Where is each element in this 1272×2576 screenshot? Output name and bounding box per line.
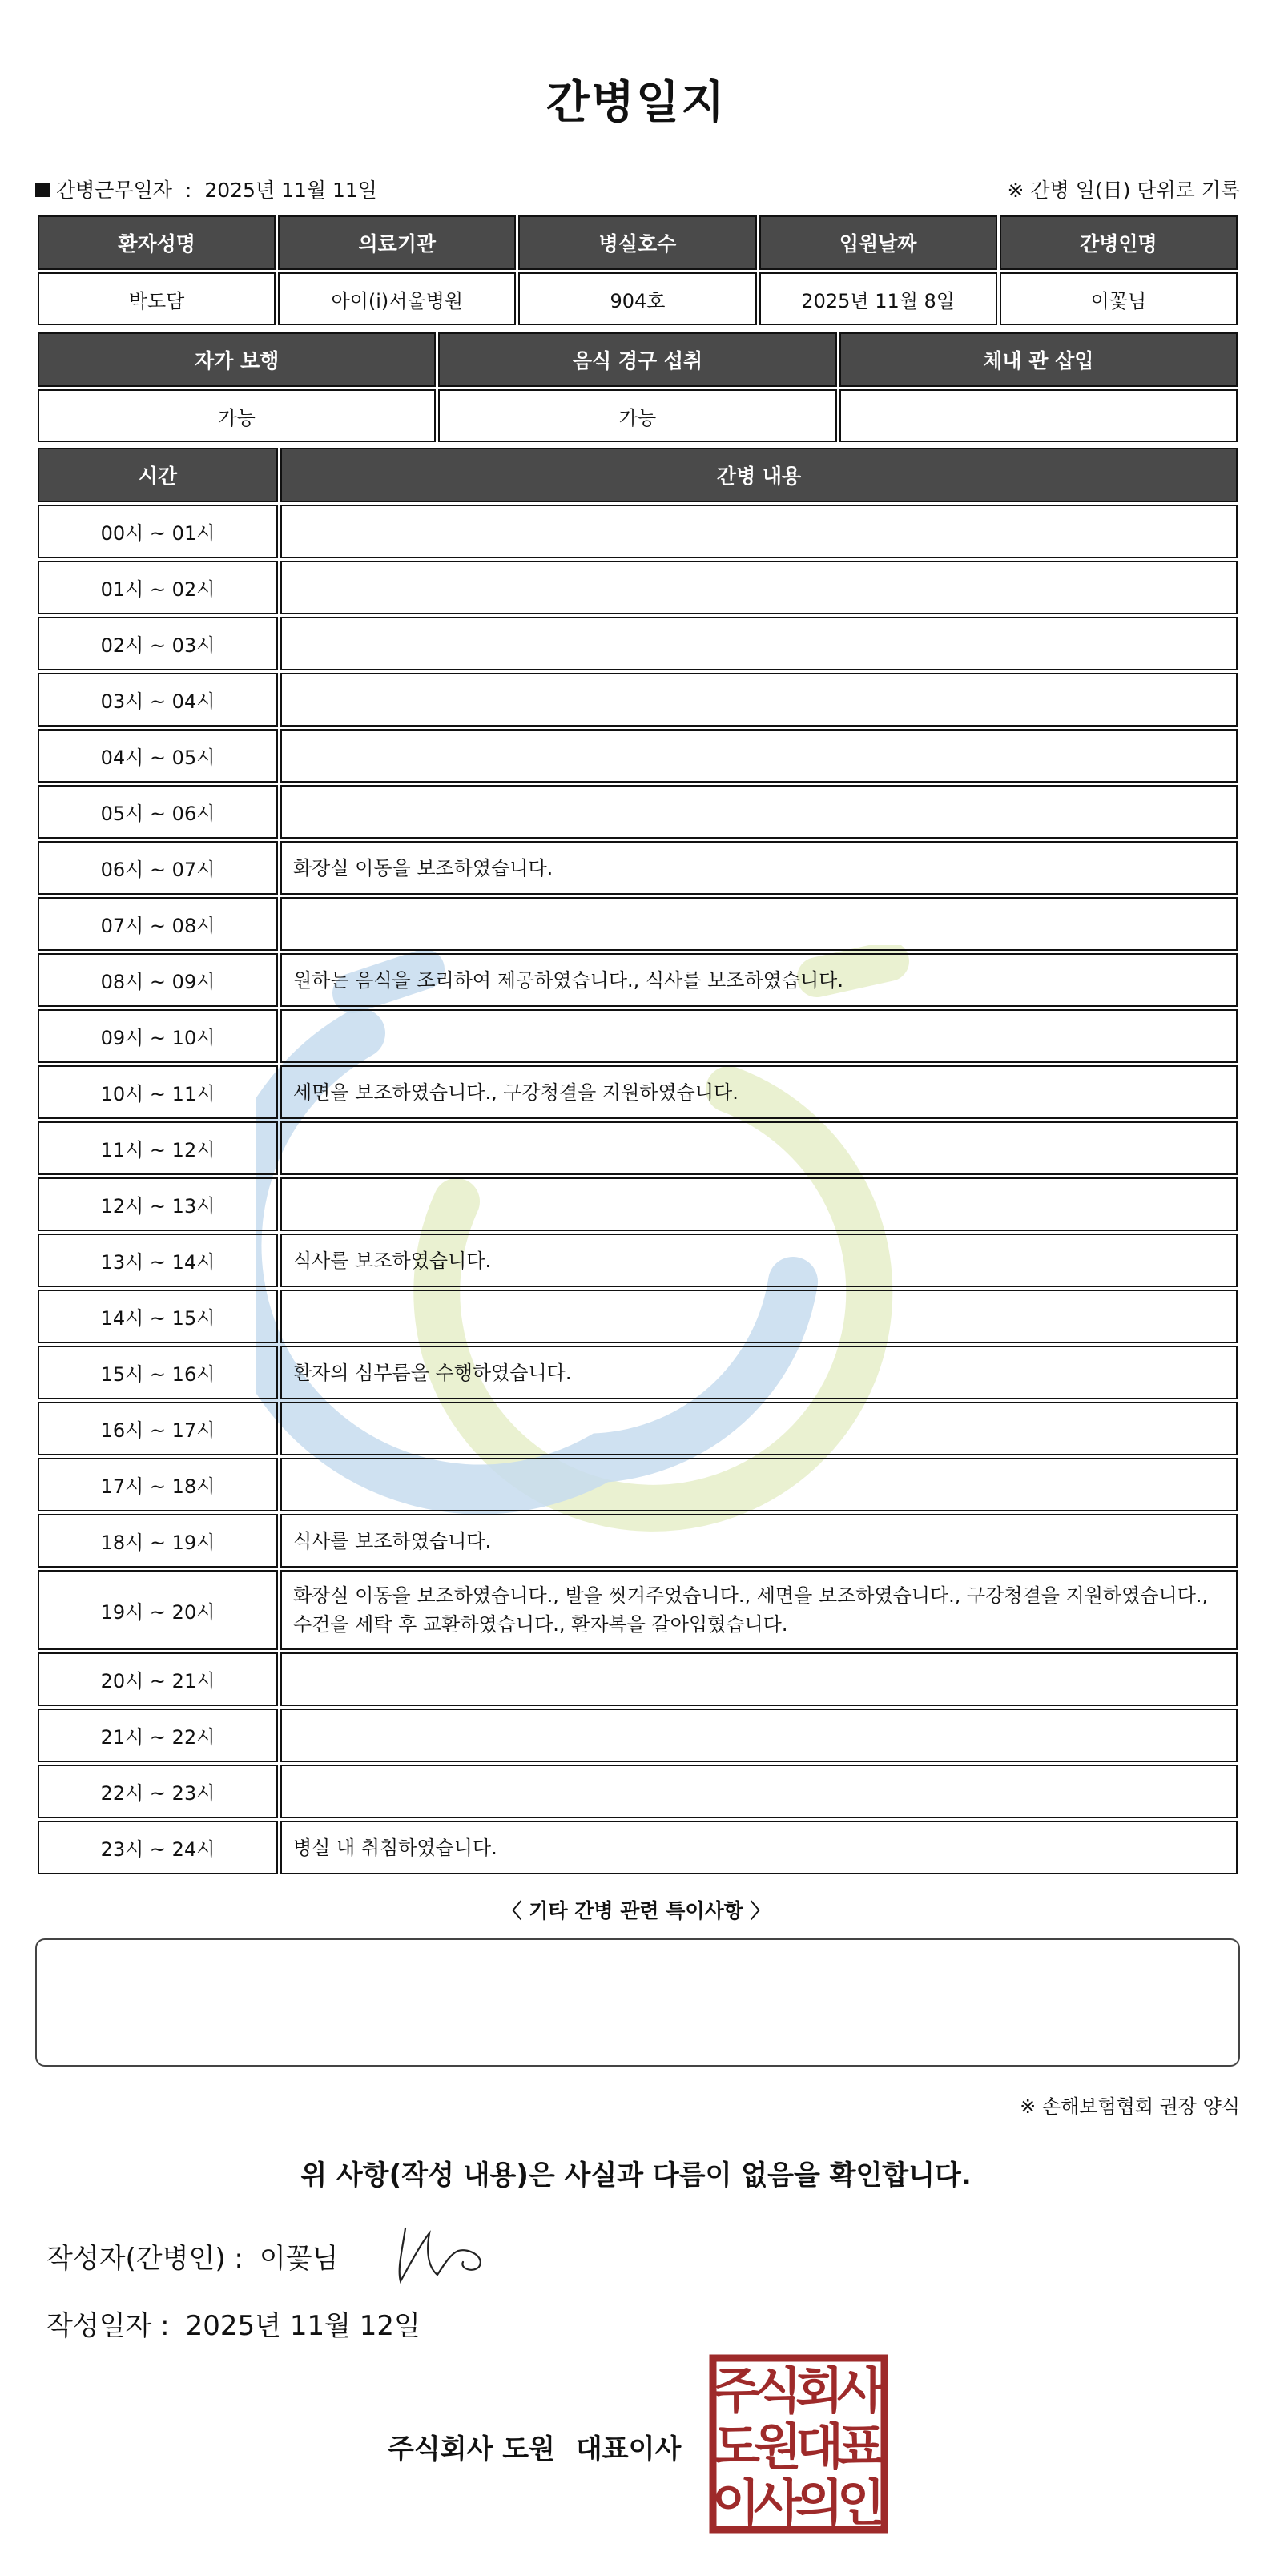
work-date-row [35, 175, 1240, 207]
writer-label: 작성자(간병인) : [46, 2243, 244, 2275]
written-date-line [46, 2304, 421, 2343]
care-log-row [38, 1402, 1238, 1455]
patient-info-header-row [38, 215, 1238, 270]
care-log-time: 15시 ~ 16시 [38, 1346, 278, 1399]
form-note: ※ 손해보험협회 권장 양식 [1020, 2095, 1240, 2118]
seal-character: 인 [837, 2473, 885, 2532]
care-log-content: 병실 내 취침하였습니다. [280, 1821, 1238, 1874]
care-log-content [280, 1765, 1238, 1818]
care-log-table [35, 445, 1240, 1877]
writer-name: 이꽃님 [259, 2243, 339, 2275]
care-log-time: 09시 ~ 10시 [38, 1009, 278, 1063]
header-tube-insertion: 체내 관 삽입 [839, 332, 1238, 387]
header-oral-intake: 음식 경구 섭취 [438, 332, 836, 387]
seal-character: 주 [712, 2361, 760, 2420]
care-log-row [38, 1177, 1238, 1231]
care-log-time: 18시 ~ 19시 [38, 1514, 278, 1568]
seal-character: 사 [754, 2473, 802, 2532]
handwritten-signature [391, 2219, 495, 2291]
care-log-content [280, 1121, 1238, 1175]
care-log-time: 19시 ~ 20시 [38, 1570, 278, 1650]
written-date-value: 2025년 11월 12일 [185, 2310, 421, 2342]
care-log-content [280, 1709, 1238, 1762]
care-log-time: 03시 ~ 04시 [38, 673, 278, 727]
room-number: 904호 [518, 272, 756, 325]
care-log-time: 01시 ~ 02시 [38, 561, 278, 614]
care-log-content: 화장실 이동을 보조하였습니다. [280, 841, 1238, 895]
care-log-content [280, 785, 1238, 839]
care-log-time: 07시 ~ 08시 [38, 897, 278, 951]
care-log-time: 08시 ~ 09시 [38, 953, 278, 1007]
caregiver-name: 이꽃님 [1000, 272, 1238, 325]
oral-intake: 가능 [438, 389, 836, 442]
care-log-content [280, 505, 1238, 558]
seal-character: 원 [754, 2417, 802, 2476]
patient-info-value-row [38, 272, 1238, 325]
care-log-row [38, 505, 1238, 558]
header-self-walking: 자가 보행 [38, 332, 436, 387]
care-log-row [38, 953, 1238, 1007]
care-log-content [280, 729, 1238, 783]
care-log-content [280, 561, 1238, 614]
self-walking: 가능 [38, 389, 436, 442]
care-log-row [38, 841, 1238, 895]
care-log-content: 식사를 보조하였습니다. [280, 1234, 1238, 1287]
care-log-time: 20시 ~ 21시 [38, 1652, 278, 1706]
care-log-row [38, 1514, 1238, 1568]
work-date-value: 2025년 11월 11일 [204, 179, 377, 202]
header-admission-date: 입원날짜 [759, 215, 997, 270]
header-room-number: 병실호수 [518, 215, 756, 270]
care-log-row [38, 1709, 1238, 1762]
header-patient-name: 환자성명 [38, 215, 276, 270]
care-log-time: 21시 ~ 22시 [38, 1709, 278, 1762]
special-notes-box [35, 1938, 1240, 2067]
care-log-content: 세면을 보조하였습니다., 구강청결을 지원하였습니다. [280, 1065, 1238, 1119]
care-log-row [38, 1065, 1238, 1119]
care-log-content [280, 1177, 1238, 1231]
document-title: 간병일지 [545, 77, 727, 129]
patient-name: 박도담 [38, 272, 276, 325]
care-log-row [38, 729, 1238, 783]
care-log-row [38, 1234, 1238, 1287]
care-log-time: 10시 ~ 11시 [38, 1065, 278, 1119]
care-log-row [38, 673, 1238, 727]
care-log-time: 02시 ~ 03시 [38, 617, 278, 670]
care-log-time: 06시 ~ 07시 [38, 841, 278, 895]
care-log-content [280, 1290, 1238, 1343]
hospital: 아이(i)서울병원 [278, 272, 516, 325]
care-log-header-row [38, 448, 1238, 502]
care-log-content [280, 1009, 1238, 1063]
header-hospital: 의료기관 [278, 215, 516, 270]
seal-character: 대 [795, 2417, 843, 2476]
care-log-content [280, 1652, 1238, 1706]
patient-status-header-row [38, 332, 1238, 387]
square-bullet-icon [35, 183, 50, 197]
care-log-row [38, 1652, 1238, 1706]
care-log-time: 00시 ~ 01시 [38, 505, 278, 558]
care-log-row [38, 1570, 1238, 1650]
header-caregiver-name: 간병인명 [1000, 215, 1238, 270]
care-log-body [38, 505, 1238, 1874]
header-time: 시간 [38, 448, 278, 502]
special-notes-title: 〈 기타 간병 관련 특이사항 〉 [501, 1899, 771, 1922]
care-log-row [38, 785, 1238, 839]
care-log-time: 23시 ~ 24시 [38, 1821, 278, 1874]
seal-character: 회 [795, 2361, 843, 2420]
company-name: 주식회사 도원 [388, 2433, 555, 2465]
seal-character: 표 [837, 2417, 885, 2476]
care-log-content [280, 897, 1238, 951]
care-log-row [38, 617, 1238, 670]
care-log-row [38, 561, 1238, 614]
care-log-row [38, 1121, 1238, 1175]
care-log-time: 12시 ~ 13시 [38, 1177, 278, 1231]
care-log-row [38, 897, 1238, 951]
care-log-row [38, 1458, 1238, 1511]
care-log-content: 원하는 음식을 조리하여 제공하였습니다., 식사를 보조하였습니다. [280, 953, 1238, 1007]
care-log-content [280, 1402, 1238, 1455]
patient-status-value-row [38, 389, 1238, 442]
care-log-content: 식사를 보조하였습니다. [280, 1514, 1238, 1568]
company-line [388, 2427, 681, 2466]
company-role: 대표이사 [575, 2433, 682, 2465]
care-log-time: 22시 ~ 23시 [38, 1765, 278, 1818]
confirmation-statement: 위 사항(작성 내용)은 사실과 다름이 없음을 확인합니다. [300, 2159, 972, 2192]
work-date-separator: : [184, 179, 192, 202]
care-log-row [38, 1346, 1238, 1399]
care-log-content: 화장실 이동을 보조하였습니다., 발을 씻겨주었습니다., 세면을 보조하였습니다., 구강청결을 지원하였습니다., 수건을 세탁 후 교환하였습니다., 환자복을 갈아입혔습니다. [280, 1570, 1238, 1650]
care-log-time: 04시 ~ 05시 [38, 729, 278, 783]
patient-info-table [35, 213, 1240, 328]
work-date [35, 175, 377, 203]
seal-character: 이 [712, 2473, 760, 2532]
seal-character: 사 [837, 2361, 885, 2420]
care-log-content [280, 1458, 1238, 1511]
care-log-time: 16시 ~ 17시 [38, 1402, 278, 1455]
care-log-row [38, 1765, 1238, 1818]
seal-character: 도 [712, 2417, 760, 2476]
care-log-content: 환자의 심부름을 수행하였습니다. [280, 1346, 1238, 1399]
care-log-time: 14시 ~ 15시 [38, 1290, 278, 1343]
unit-note: ※ 간병 일(日) 단위로 기록 [1007, 179, 1240, 202]
care-log-content [280, 673, 1238, 727]
work-date-label: 간병근무일자 [56, 179, 172, 202]
admission-date: 2025년 11월 8일 [759, 272, 997, 325]
seal-character: 식 [754, 2361, 802, 2420]
care-log-time: 11시 ~ 12시 [38, 1121, 278, 1175]
company-seal-stamp [708, 2353, 889, 2534]
care-log-row [38, 1009, 1238, 1063]
written-date-label: 작성일자 : [46, 2310, 170, 2342]
care-log-row [38, 1821, 1238, 1874]
seal-character: 의 [795, 2473, 843, 2532]
care-log-time: 05시 ~ 06시 [38, 785, 278, 839]
care-log-content [280, 617, 1238, 670]
care-log-time: 13시 ~ 14시 [38, 1234, 278, 1287]
patient-status-table [35, 330, 1240, 445]
writer-line [46, 2236, 338, 2276]
care-log-time: 17시 ~ 18시 [38, 1458, 278, 1511]
tube-insertion [839, 389, 1238, 442]
care-log-row [38, 1290, 1238, 1343]
header-care-content: 간병 내용 [280, 448, 1238, 502]
